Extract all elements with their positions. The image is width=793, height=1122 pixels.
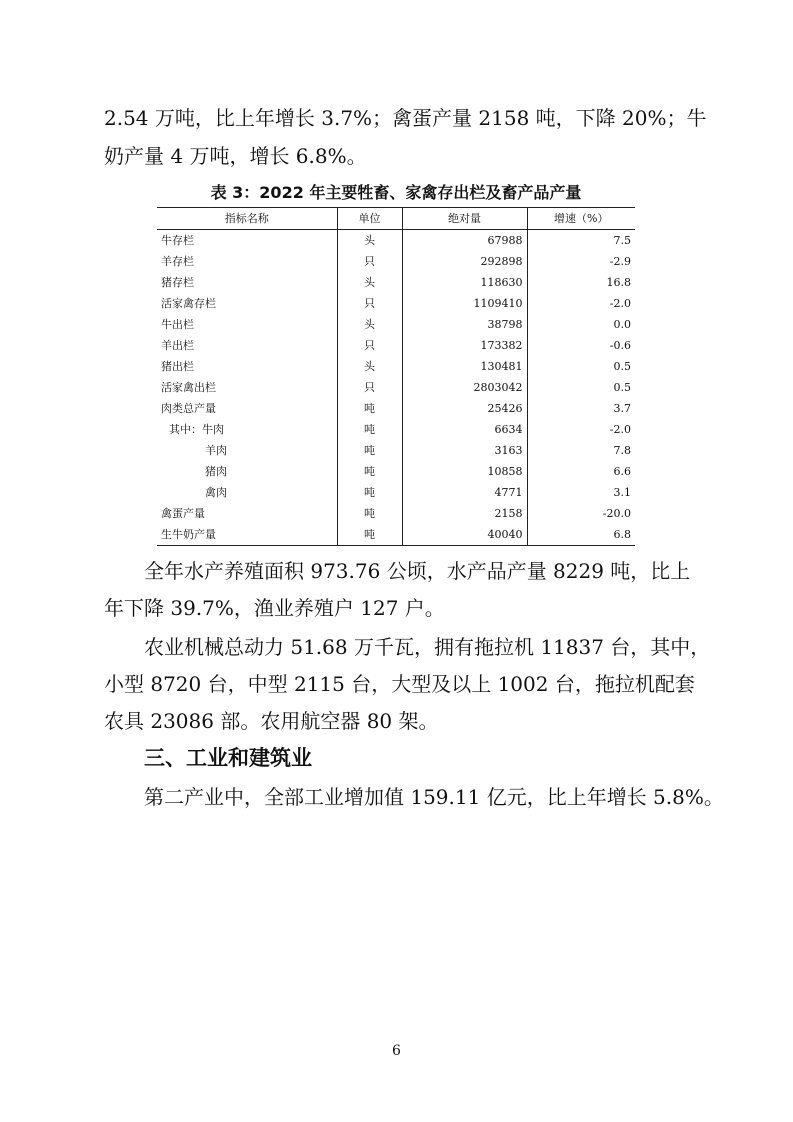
row-unit: 头 (337, 356, 402, 377)
row-growth: -2.0 (527, 293, 635, 314)
header-indicator-name: 指标名称 (224, 212, 269, 225)
row-value: 292898 (402, 251, 527, 272)
machinery-line-2: 小型 8720 台，中型 2115 台，大型及以上 1002 台，拖拉机配套 (104, 672, 695, 696)
row-value: 10858 (402, 461, 527, 482)
row-name: 牛出栏 (161, 318, 194, 331)
row-name: 肉类总产量 (161, 402, 216, 415)
table-row (157, 461, 635, 482)
row-unit: 吨 (337, 461, 402, 482)
row-value: 4771 (402, 482, 527, 503)
row-unit: 吨 (337, 503, 402, 524)
section-heading: 三、工业和建筑业 (144, 746, 312, 770)
row-unit: 吨 (337, 440, 402, 461)
row-growth: 7.5 (527, 230, 635, 252)
row-name: 活家禽出栏 (161, 381, 216, 394)
table-row (157, 419, 635, 440)
row-value: 38798 (402, 314, 527, 335)
table-row (157, 230, 635, 252)
row-unit: 只 (337, 377, 402, 398)
row-name: 其中：牛肉 (169, 423, 224, 436)
machinery-line-3: 农具 23086 部。农用航空器 80 架。 (104, 709, 439, 733)
row-unit: 只 (337, 293, 402, 314)
row-name: 羊出栏 (161, 339, 194, 352)
row-name: 牛存栏 (161, 234, 194, 247)
table-row (157, 251, 635, 272)
table-row (157, 377, 635, 398)
intro-line-2: 奶产量 4 万吨，增长 6.8%。 (104, 144, 367, 168)
row-value: 130481 (402, 356, 527, 377)
table-row (157, 293, 635, 314)
row-name: 猪存栏 (161, 276, 194, 289)
row-value: 118630 (402, 272, 527, 293)
row-growth: 3.7 (527, 398, 635, 419)
row-name: 羊存栏 (161, 255, 194, 268)
row-value: 3163 (402, 440, 527, 461)
table-row (157, 398, 635, 419)
header-growth-rate: 增速（%） (527, 208, 635, 230)
intro-line-1: 2.54 万吨，比上年增长 3.7%；禽蛋产量 2158 吨，下降 20%；牛 (104, 106, 707, 130)
row-growth: 3.1 (527, 482, 635, 503)
machinery-line-1: 农业机械总动力 51.68 万千瓦，拥有拖拉机 11837 台，其中， (104, 635, 711, 659)
livestock-table (157, 207, 635, 546)
row-unit: 吨 (337, 398, 402, 419)
header-absolute-value: 绝对量 (402, 208, 527, 230)
table-row (157, 524, 635, 546)
row-name: 猪肉 (205, 465, 227, 478)
aquatic-line-2: 年下降 39.7%，渔业养殖户 127 户。 (104, 596, 445, 620)
row-unit: 头 (337, 230, 402, 252)
row-value: 1109410 (402, 293, 527, 314)
row-name: 羊肉 (205, 444, 227, 457)
row-unit: 吨 (337, 419, 402, 440)
row-value: 40040 (402, 524, 527, 546)
row-growth: -0.6 (527, 335, 635, 356)
row-name: 禽蛋产量 (161, 507, 205, 520)
row-unit: 吨 (337, 482, 402, 503)
row-growth: -20.0 (527, 503, 635, 524)
row-growth: 0.5 (527, 377, 635, 398)
table-row (157, 335, 635, 356)
row-value: 6634 (402, 419, 527, 440)
table-row (157, 440, 635, 461)
row-growth: 6.6 (527, 461, 635, 482)
row-value: 67988 (402, 230, 527, 252)
row-value: 173382 (402, 335, 527, 356)
row-unit: 只 (337, 335, 402, 356)
row-name: 猪出栏 (161, 360, 194, 373)
row-unit: 头 (337, 314, 402, 335)
row-growth: 0.0 (527, 314, 635, 335)
table-row (157, 482, 635, 503)
table-row (157, 314, 635, 335)
row-value: 2158 (402, 503, 527, 524)
row-growth: 0.5 (527, 356, 635, 377)
row-value: 25426 (402, 398, 527, 419)
row-unit: 吨 (337, 524, 402, 546)
header-unit: 单位 (337, 208, 402, 230)
table-row (157, 503, 635, 524)
row-value: 2803042 (402, 377, 527, 398)
row-growth: -2.9 (527, 251, 635, 272)
table-title: 表 3：2022 年主要牲畜、家禽存出栏及畜产品产量 (210, 183, 582, 202)
row-growth: 7.8 (527, 440, 635, 461)
table-row (157, 356, 635, 377)
row-growth: -2.0 (527, 419, 635, 440)
row-growth: 16.8 (527, 272, 635, 293)
row-name: 禽肉 (205, 486, 227, 499)
row-name: 活家禽存栏 (161, 297, 216, 310)
page-number: 6 (392, 1043, 401, 1059)
row-name: 生牛奶产量 (161, 528, 216, 541)
aquatic-line-1: 全年水产养殖面积 973.76 公顷，水产品产量 8229 吨，比上 (104, 559, 691, 583)
row-growth: 6.8 (527, 524, 635, 546)
table-header-row (157, 208, 635, 230)
row-unit: 头 (337, 272, 402, 293)
table-row (157, 272, 635, 293)
row-unit: 只 (337, 251, 402, 272)
industry-line-1: 第二产业中，全部工业增加值 159.11 亿元，比上年增长 5.8%。 (104, 785, 724, 809)
